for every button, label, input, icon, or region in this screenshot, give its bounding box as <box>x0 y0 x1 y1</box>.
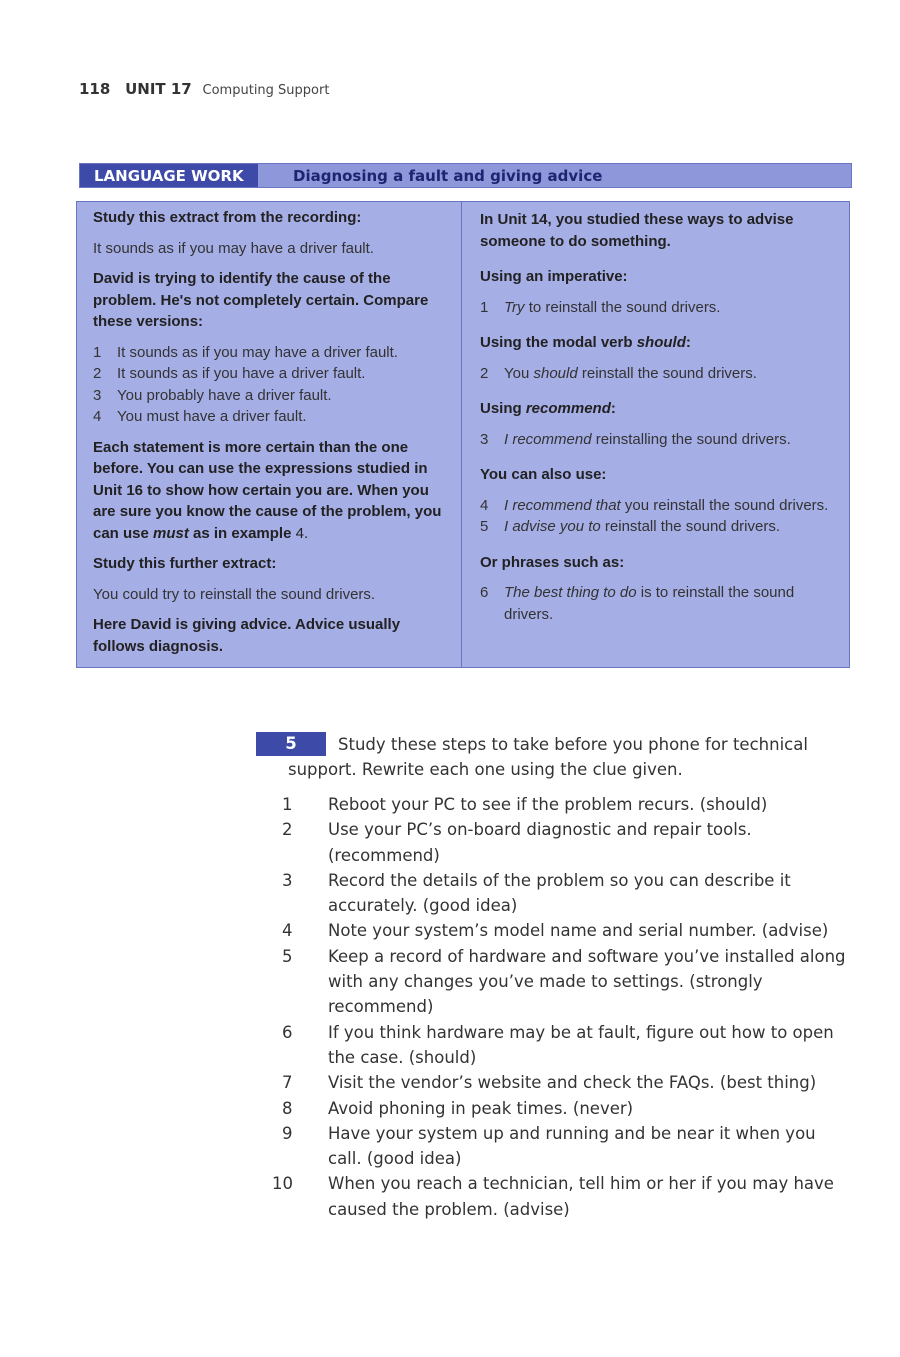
example-list <box>480 582 837 625</box>
list-item: 8 Avoid phoning in peak times. (never) <box>282 1098 634 1118</box>
page-number: 118 <box>79 80 111 98</box>
subheading: Using recommend: <box>480 400 616 417</box>
unit-title: Computing Support <box>202 83 330 98</box>
list-item: 1 It sounds as if you may have a driver fault. <box>93 343 398 361</box>
list-item: 3 You probably have a driver fault. <box>93 386 332 404</box>
list-item: 4 Note your system’s model name and serial number. (advise) <box>282 921 829 941</box>
list-item: 5 I advise you to reinstall the sound drivers. <box>480 518 780 535</box>
explanation: David is trying to identify the cause of the problem. He's not completely certain. Compare these versions: <box>93 270 429 330</box>
extract: You could try to reinstall the sound drivers. <box>93 585 376 603</box>
intro: In Unit 14, you studied these ways to advise someone to do something. <box>480 211 794 250</box>
explanation: Each statement is more certain than the one before. You can use the expressions studied in Unit 16 to show how certain you are. When you are sure you know the cause of the problem, you can use must as in example 4. <box>93 438 442 542</box>
subheading: You can also use: <box>480 466 607 483</box>
language-work-title: Diagnosing a fault and giving advice <box>293 166 603 185</box>
explanation: Here David is giving advice. Advice usually follows diagnosis. <box>93 616 401 655</box>
list-item: 4 You must have a driver fault. <box>93 408 307 425</box>
instruction: Study this further extract: <box>93 555 277 572</box>
instruction: Study this extract from the recording: <box>93 209 362 226</box>
list-item: 1 Reboot your PC to see if the problem recurs. (should) <box>282 795 768 814</box>
list-item: 7 Visit the vendor’s website and check the FAQs. (best thing) <box>282 1073 817 1093</box>
list-item: 3 Record the details of the problem so you can describe it accurately. (good idea) <box>282 870 791 916</box>
list-item: 2 You should reinstall the sound drivers. <box>480 364 757 382</box>
list-item: 4 I recommend that you reinstall the sound drivers. <box>480 496 829 514</box>
extract: It sounds as if you may have a driver fault. <box>93 239 374 257</box>
list-item: 3 I recommend reinstalling the sound drivers. <box>480 430 791 448</box>
list-item: 2 It sounds as if you have a driver fault. <box>93 365 366 382</box>
list-item: 1 Try to reinstall the sound drivers. <box>480 298 721 316</box>
list-item: 2 Use your PC’s on-board diagnostic and repair tools. (recommend) <box>282 820 752 865</box>
list-item: 9 Have your system up and running and be near it when you call. (good idea) <box>282 1123 816 1169</box>
example-list <box>480 495 837 538</box>
left-column <box>77 202 462 667</box>
exercise-number-badge: 5 <box>256 732 326 756</box>
steps-list <box>256 792 846 1222</box>
list-item: 6 If you think hardware may be at fault, figure out how to open the case. (should) <box>282 1022 834 1067</box>
example-list <box>480 297 837 319</box>
language-work-bar <box>79 163 852 188</box>
language-work-tag: LANGUAGE WORK <box>80 164 258 187</box>
list-item: 5 Keep a record of hardware and software you’ve installed along with any changes you’ve made to settings. (strongly recommend) <box>282 946 846 1017</box>
example-list <box>480 429 837 451</box>
unit-label: UNIT 17 <box>125 80 192 98</box>
subheading: Using an imperative: <box>480 268 628 285</box>
page-header <box>79 80 329 98</box>
language-work-box <box>76 201 850 668</box>
versions-list <box>93 342 449 428</box>
subheading: Or phrases such as: <box>480 553 625 571</box>
exercise-5 <box>256 732 846 1222</box>
list-item: 10 When you reach a technician, tell him or her if you may have caused the problem. (advise) <box>272 1174 834 1219</box>
subheading: Using the modal verb should: <box>480 334 691 351</box>
example-list <box>480 363 837 385</box>
exercise-intro: 5 Study these steps to take before you phone for technical support. Rewrite each one using the clue given. <box>256 732 846 782</box>
right-column <box>462 202 849 667</box>
list-item: 6 The best thing to do is to reinstall the sound drivers. <box>480 584 795 623</box>
